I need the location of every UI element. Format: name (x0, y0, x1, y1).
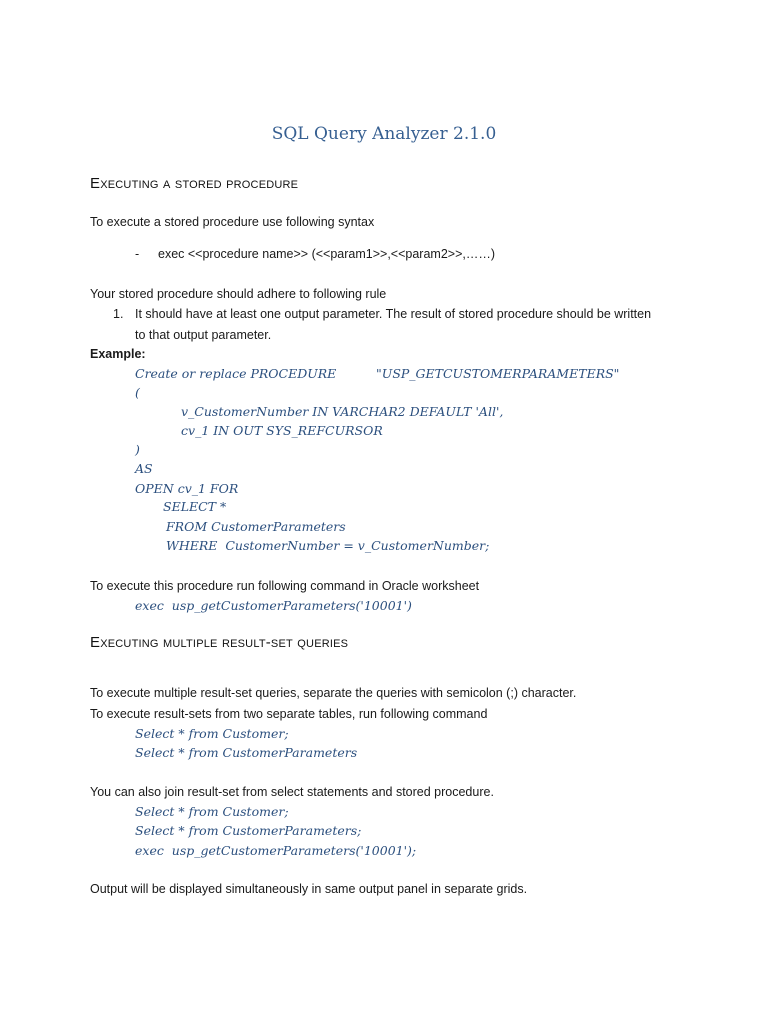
code-line: WHERE CustomerNumber = v_CustomerNumber; (166, 538, 490, 553)
code-line: OPEN cv_1 FOR (135, 481, 239, 496)
rule-text-line2: to that output parameter. (135, 328, 272, 342)
code-line: cv_1 IN OUT SYS_REFCURSOR (181, 423, 383, 438)
code-line: Select * from CustomerParameters; (135, 823, 362, 838)
rule-intro-text: Your stored procedure should adhere to following rule (90, 287, 387, 301)
run-command-code: exec usp_getCustomerParameters('10001') (135, 598, 412, 613)
code-line: ( (135, 385, 140, 400)
code-line: ) (135, 442, 140, 457)
rule-text-line1: It should have at least one output parameter. The result of stored procedure should be written (135, 307, 652, 321)
run-instruction-text: To execute this procedure run following command in Oracle worksheet (90, 579, 480, 593)
code-line: exec usp_getCustomerParameters('10001'); (135, 843, 417, 858)
intro-text: To execute a stored procedure use following syntax (90, 215, 375, 229)
document-title: SQL Query Analyzer 2.1.0 (271, 124, 497, 144)
paragraph-two-tables: To execute result-sets from two separate tables, run following command (90, 707, 488, 721)
paragraph-multiple-queries: To execute multiple result-set queries, separate the queries with semicolon (;) character. (90, 686, 577, 700)
syntax-bullet-text: exec <<procedure name>> (<<param1>>,<<param2>>,……) (158, 247, 496, 261)
code-line: Select * from Customer; (135, 726, 289, 741)
code-line: Select * from Customer; (135, 804, 289, 819)
paragraph-join-result-sets: You can also join result-set from select statements and stored procedure. (90, 785, 494, 799)
code-line: v_CustomerNumber IN VARCHAR2 DEFAULT 'All', (181, 404, 504, 419)
code-line: SELECT * (163, 499, 227, 514)
bullet-dash: - (135, 247, 140, 261)
code-line: Create or replace PROCEDURE "USP_GETCUSTOMERPARAMETERS" (135, 366, 620, 381)
paragraph-output-display: Output will be displayed simultaneously in same output panel in separate grids. (90, 882, 528, 896)
code-line: FROM CustomerParameters (166, 519, 346, 534)
code-line: Select * from CustomerParameters (135, 745, 358, 760)
rule-number: 1. (113, 307, 124, 321)
code-line: AS (135, 461, 153, 476)
section-heading-stored-procedure: Executing a stored procedure (90, 175, 299, 192)
example-label: Example: (90, 347, 146, 361)
section-heading-multiple-result-sets: Executing multiple result-set queries (90, 634, 349, 651)
